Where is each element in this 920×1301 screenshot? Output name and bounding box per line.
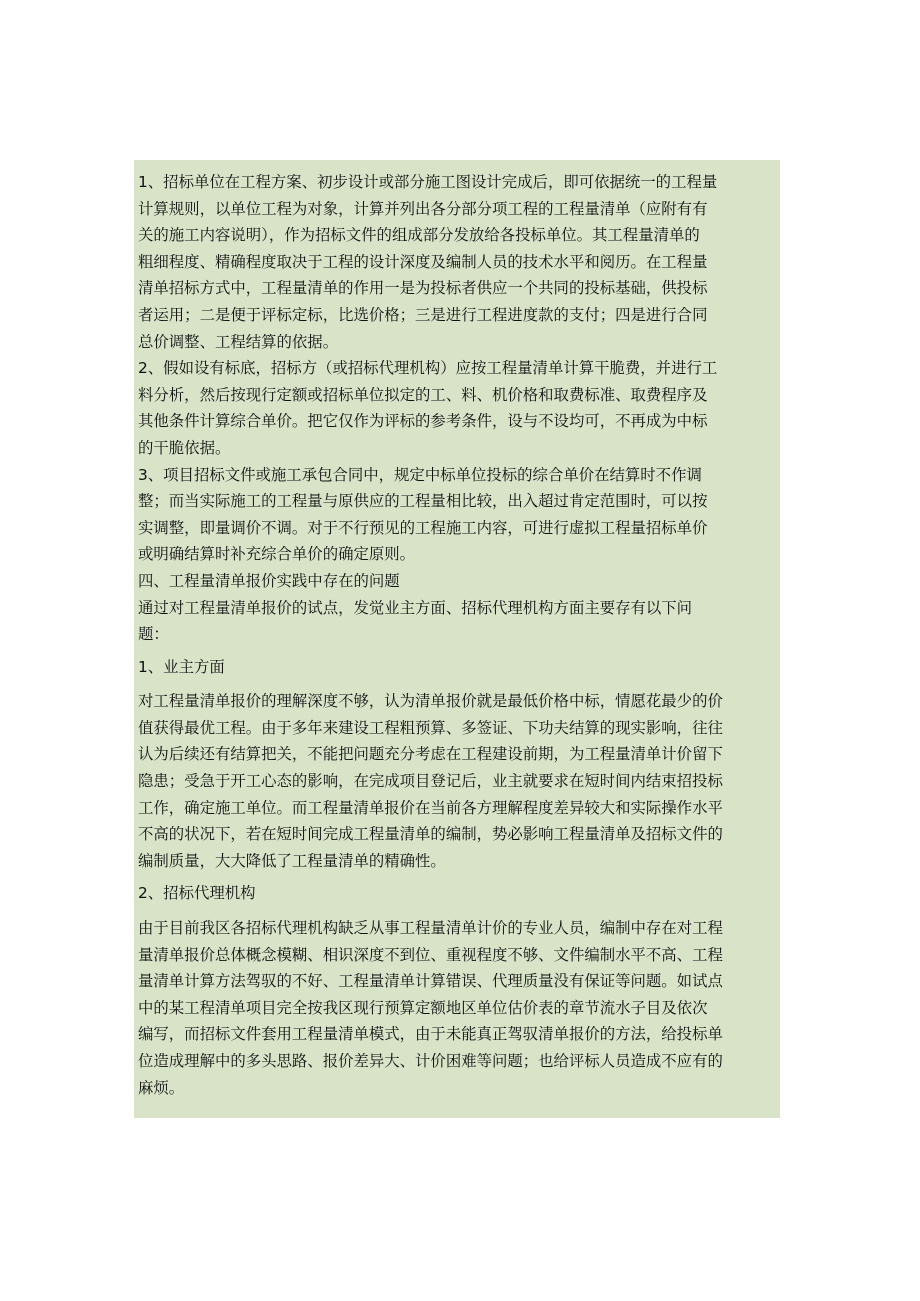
heading-line: 四、工程量清单报价实践中存在的问题	[138, 571, 400, 590]
text-line: 2、假如设有标底，招标方（或招标代理机构）应按工程量清单计算干脆费，并进行工	[138, 359, 718, 378]
text-line: 整；而当实际施工的工程量与原供应的工程量相比较，出入超过肯定范围时，可以按	[138, 492, 708, 511]
text-line: 中的某工程清单项目完全按我区现行预算定额地区单位估价表的章节流水子目及依次	[138, 998, 708, 1017]
text-line: 隐患；受急于开工心态的影响，在完成项目登记后，业主就要求在短时间内结束招投标	[138, 772, 723, 791]
text-line: 编写，而招标文件套用工程量清单模式，由于未能真正驾驭清单报价的方法，给投标单	[138, 1025, 723, 1044]
text-line: 编制质量，大大降低了工程量清单的精确性。	[138, 851, 446, 870]
subheading-owner	[138, 654, 776, 681]
heading-line: 1、业主方面	[138, 657, 225, 676]
text-line: 麻烦。	[138, 1078, 185, 1097]
text-line: 位造成理解中的多头思路、报价差异大、计价困难等问题；也给评标人员造成不应有的	[138, 1052, 723, 1070]
section-heading	[138, 568, 776, 595]
text-line: 不高的状况下，若在短时间完成工程量清单的编制，势必影响工程量清单及招标文件的	[138, 825, 723, 844]
text-line: 关的施工内容说明），作为招标文件的组成部分发放给各投标单位。其工程量清单的	[138, 226, 700, 245]
paragraph-agency	[138, 915, 776, 1101]
paragraph-intro	[138, 595, 776, 648]
text-line: 粗细程度、精确程度取决于工程的设计深度及编制人员的技术水平和阅历。在工程量	[138, 252, 708, 271]
text-line: 3、项目招标文件或施工承包合同中，规定中标单位投标的综合单价在结算时不作调	[138, 465, 702, 484]
text-line: 清单招标方式中，工程量清单的作用一是为投标者供应一个共同的投标基础，供投标	[138, 279, 708, 298]
text-line: 量清单计算方法驾驭的不好、工程量清单计算错误、代理质量没有保证等问题。如试点	[138, 972, 723, 991]
text-line: 实调整，即量调价不调。对于不行预见的工程施工内容，可进行虚拟工程量招标单价	[138, 518, 708, 537]
text-line: 工作，确定施工单位。而工程量清单报价在当前各方理解程度差异较大和实际操作水平	[138, 798, 723, 817]
text-line: 者运用；二是便于评标定标，比选价格；三是进行工程进度款的支付；四是进行合同	[138, 305, 708, 324]
text-line: 其他条件计算综合单价。把它仅作为评标的参考条件，设与不设均可，不再成为中标	[138, 412, 708, 431]
paragraph-1	[138, 169, 776, 355]
text-line: 的干脆依据。	[138, 438, 231, 457]
document-text-block	[134, 160, 780, 1118]
text-line: 题：	[138, 625, 169, 644]
text-line: 通过对工程量清单报价的试点，发觉业主方面、招标代理机构方面主要存有以下问	[138, 598, 693, 617]
text-line: 1、招标单位在工程方案、初步设计或部分施工图设计完成后，即可依据统一的工程量	[138, 173, 718, 191]
heading-line: 2、招标代理机构	[138, 884, 256, 903]
subheading-agency	[138, 880, 776, 907]
text-line: 由于目前我区各招标代理机构缺乏从事工程量清单计价的专业人员，编制中存在对工程	[138, 919, 723, 938]
text-line: 料分析，然后按现行定额或招标单位拟定的工、料、机价格和取费标准、取费程序及	[138, 385, 708, 404]
text-line: 或明确结算时补充综合单价的确定原则。	[138, 545, 416, 564]
text-line: 量清单报价总体概念模糊、相识深度不到位、重视程度不够、文件编制水平不高、工程	[138, 945, 723, 964]
text-line: 值获得最优工程。由于多年来建设工程粗预算、多签证、下功夫结算的现实影响，往往	[138, 718, 723, 737]
text-line: 认为后续还有结算把关，不能把问题充分考虑在工程建设前期，为工程量清单计价留下	[138, 745, 723, 764]
text-line: 总价调整、工程结算的依据。	[138, 332, 339, 351]
text-line: 对工程量清单报价的理解深度不够，认为清单报价就是最低价格中标，情愿花最少的价	[138, 692, 723, 711]
paragraph-3	[138, 462, 776, 568]
paragraph-owner	[138, 688, 776, 874]
paragraph-2	[138, 355, 776, 461]
text-line: 计算规则，以单位工程为对象，计算并列出各分部分项工程的工程量清单（应附有有	[138, 199, 708, 218]
